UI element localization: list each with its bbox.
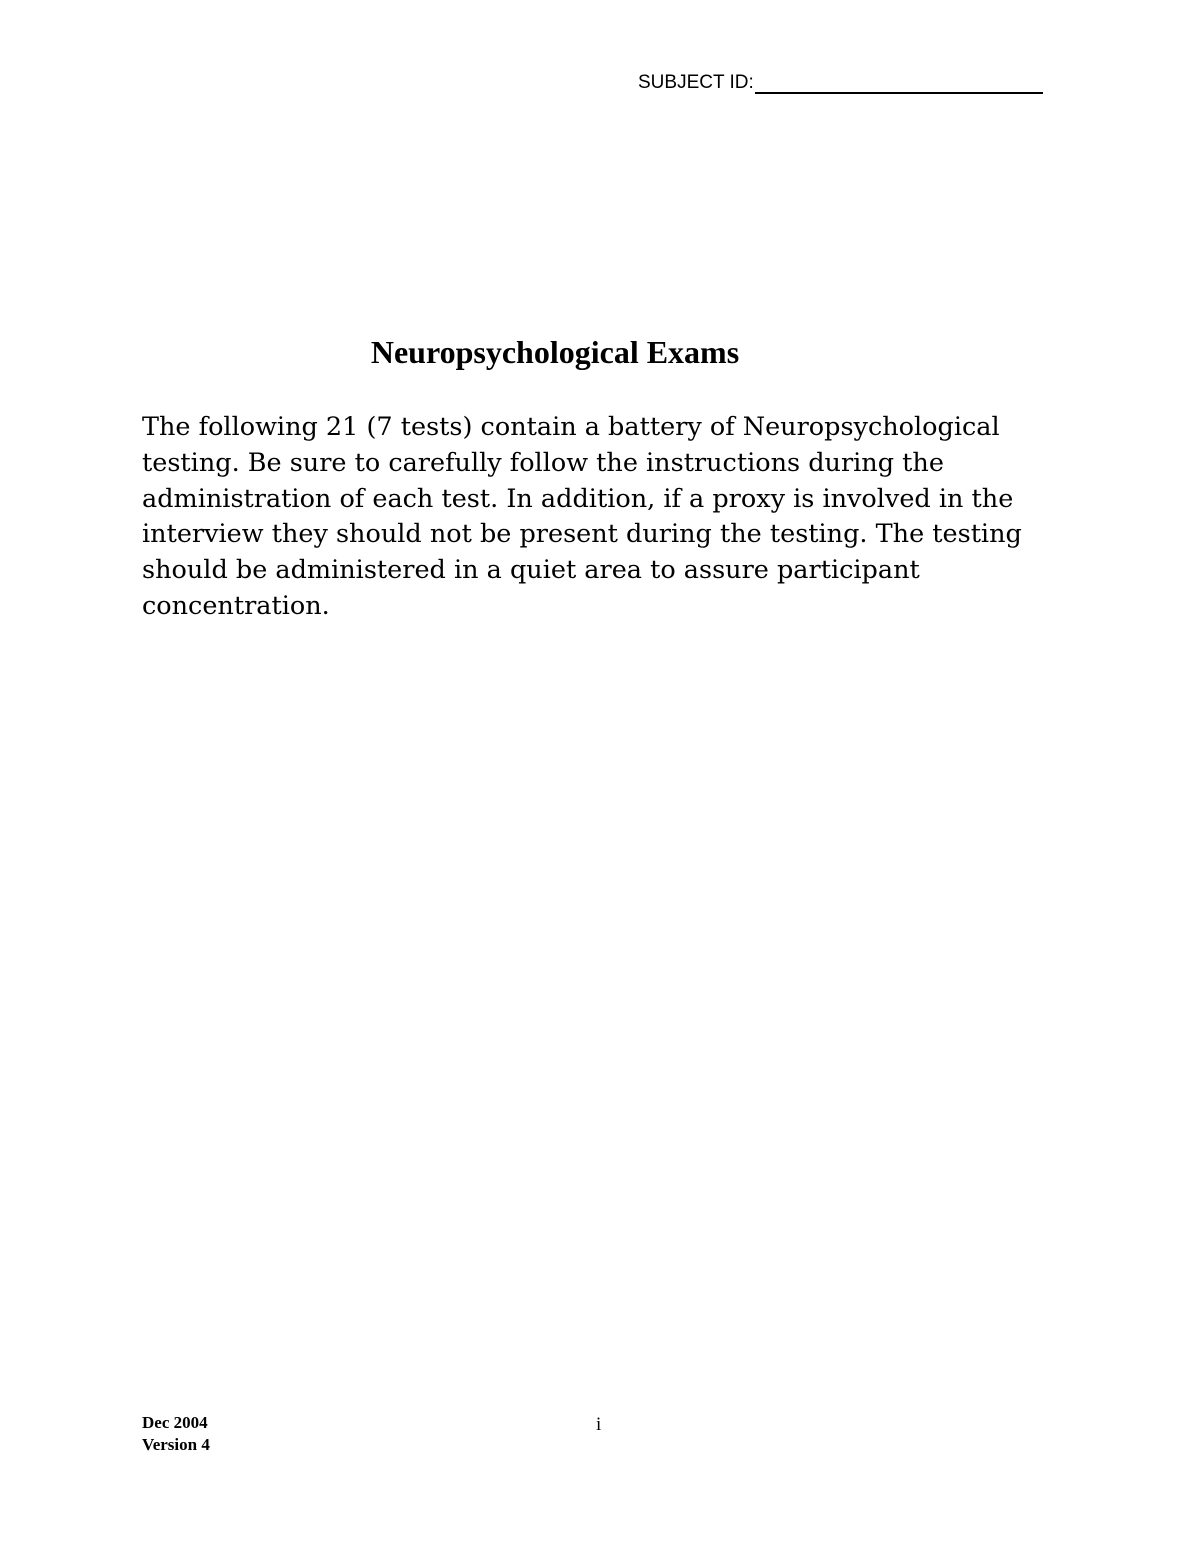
instructions-paragraph: The following 21 (7 tests) contain a battery of Neuropsychological testing. Be sure to carefully follow the instructions during the administration of each test. In addition, if a proxy is involved in the interview they should not be present during the testing. The testing should be administered in a quiet area to assure participant concentration. bbox=[142, 412, 1022, 621]
page-title: Neuropsychological Exams bbox=[370, 334, 740, 370]
footer-date: Dec 2004 bbox=[142, 1413, 208, 1432]
page-number: i bbox=[596, 1414, 602, 1435]
subject-id-label: SUBJECT ID: bbox=[638, 72, 754, 93]
footer-version-info bbox=[142, 1412, 210, 1456]
subject-id-field[interactable] bbox=[755, 73, 1043, 94]
footer-version: Version 4 bbox=[142, 1435, 210, 1454]
subject-id-header bbox=[638, 72, 1043, 94]
